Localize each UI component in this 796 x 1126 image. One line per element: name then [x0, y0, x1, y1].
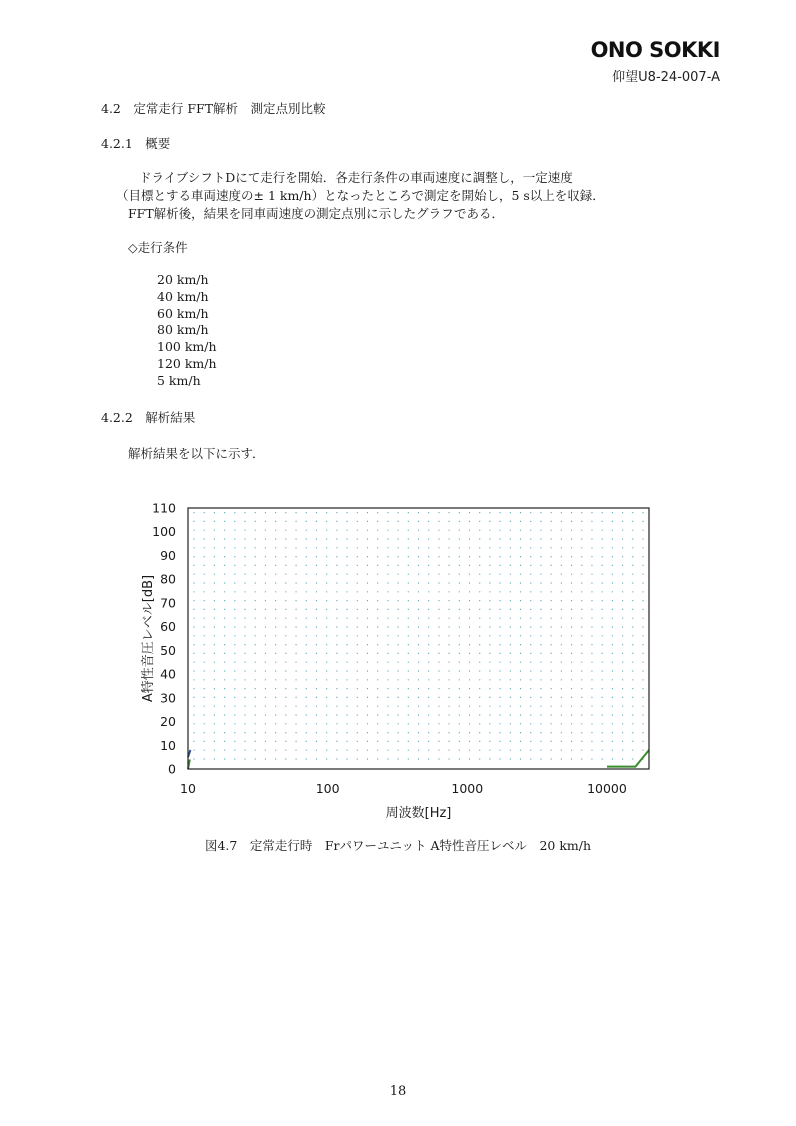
x-tick-label: 100: [315, 781, 340, 796]
x-tick-label: 10: [180, 781, 196, 796]
results-paragraph: 解析結果を以下に示す．: [128, 446, 265, 461]
speed-list: [157, 272, 217, 390]
x-axis-label: 周波数[Hz]: [385, 806, 452, 821]
overview-line-2: （目標とする車両速度の± 1 km/h）となったところで測定を開始し，5 s以上を収録．: [116, 188, 605, 203]
speed-item: 120 km/h: [157, 355, 217, 371]
y-tick-label: 30: [160, 690, 176, 706]
y-tick-label: 80: [160, 571, 176, 587]
page-number: 18: [389, 1084, 407, 1099]
spectrum-chart: [140, 496, 660, 828]
overview-line-3: FFT解析後，結果を同車両速度の測定点別に示したグラフである．: [128, 206, 505, 221]
y-tick-label: 60: [160, 619, 176, 635]
y-tick-label: 50: [160, 642, 176, 658]
series-line-green-high: [607, 750, 649, 767]
speed-item: 60 km/h: [157, 305, 209, 321]
speed-item: 40 km/h: [157, 288, 209, 304]
speed-item: 100 km/h: [157, 339, 217, 355]
y-tick-label: 10: [160, 737, 176, 753]
speed-item: 80 km/h: [157, 322, 209, 338]
y-tick-label: 40: [160, 666, 176, 682]
speed-item: 5 km/h: [157, 372, 201, 388]
y-axis-label: A特性音圧レベル[dB]: [141, 574, 156, 703]
speed-item: 20 km/h: [157, 272, 209, 287]
figure-caption: 図4.7 定常走行時 Frパワーユニット A特性音圧レベル 20 km/h: [204, 838, 592, 853]
overview-line-1: ドライブシフトDにて走行を開始．各走行条件の車両速度に調整し，一定速度: [139, 170, 573, 185]
tick-layer: [152, 501, 627, 797]
y-tick-label: 0: [168, 761, 176, 777]
y-tick-label: 110: [152, 500, 176, 516]
x-tick-label: 1000: [451, 781, 484, 796]
section-heading: 4.2 定常走行 FFT解析 測定点別比較: [101, 101, 326, 116]
company-logo: ONO SOKKI: [590, 38, 720, 62]
grid-layer: [194, 512, 643, 765]
plot-frame: [188, 508, 649, 769]
results-heading: 4.2.2 解析結果: [101, 410, 196, 425]
y-tick-label: 100: [152, 524, 176, 540]
y-tick-label: 20: [160, 714, 176, 730]
document-id: 仰望U8-24-007-A: [612, 70, 720, 85]
conditions-heading: ◇走行条件: [128, 240, 188, 255]
y-tick-label: 90: [160, 547, 176, 563]
x-tick-label: 10000: [587, 781, 627, 796]
y-tick-label: 70: [160, 595, 176, 611]
overview-heading: 4.2.1 概要: [101, 136, 171, 151]
